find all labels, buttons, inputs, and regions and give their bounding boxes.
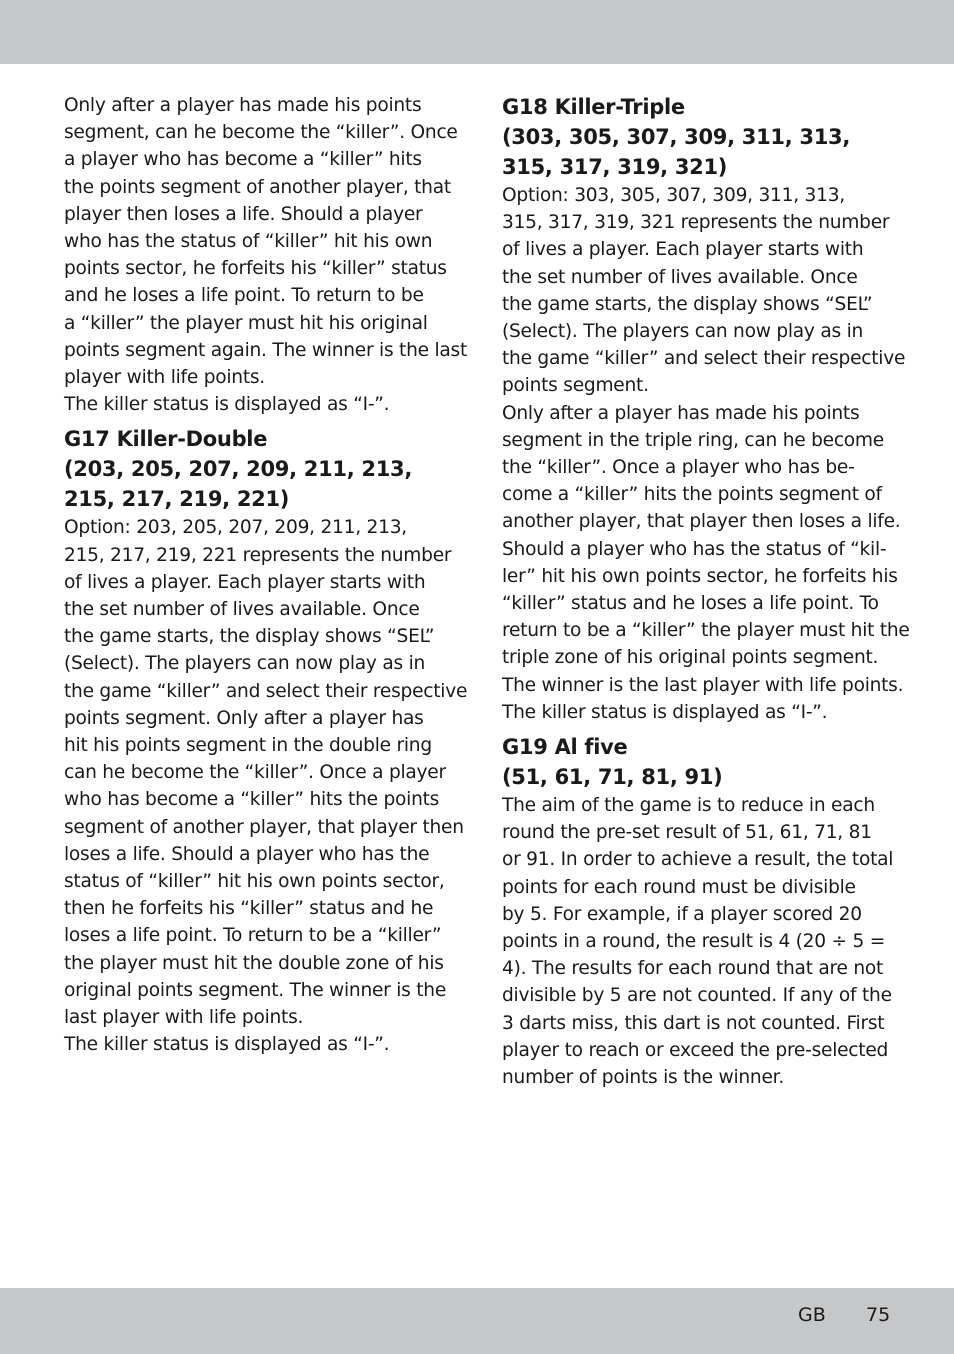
text-line: 215, 217, 219, 221 represents the number [64,544,452,566]
text-line: The killer status is displayed as “I-”. [502,701,828,723]
heading-line: G18 Killer-Triple [502,95,685,119]
text-line: Option: 203, 205, 207, 209, 211, 213, [64,517,407,539]
text-line: the set number of lives available. Once [64,599,420,621]
text-line: the points segment of another player, that [64,176,451,198]
text-line: Only after a player has made his points [64,95,422,116]
text-line: loses a life. Should a player who has the [64,843,430,865]
intro-paragraph [64,92,468,418]
text-line: of lives a player. Each player starts with [64,571,426,593]
text-line: the player must hit the double zone of his [64,952,444,974]
g17-heading [64,424,456,514]
text-line: points in a round, the result is 4 (20 ÷ 5 = [502,931,886,953]
text-line: who has the status of “killer” hit his own [64,231,433,253]
text-line: Should a player who has the status of “kil- [502,538,887,560]
text-line: hit his points segment in the double ring [64,735,432,757]
text-line: a player who has become a “killer” hits [64,149,422,171]
text-line: or 91. In order to achieve a result, the total [502,849,894,871]
text-line: the “killer”. Once a player who has be- [502,457,855,479]
text-line: segment, can he become the “killer”. Once [64,122,458,144]
text-line: who has become a “killer” hits the points [64,789,440,811]
text-line: round the pre-set result of 51, 61, 71, 81 [502,822,872,844]
text-line: points segment again. The winner is the last [64,339,468,361]
text-line: Only after a player has made his points [502,402,860,424]
text-line: Option: 303, 305, 307, 309, 311, 313, [502,185,845,206]
text-line: another player, that player then loses a life. [502,511,901,533]
text-line: the game “killer” and select their respective [64,680,468,702]
text-line: the set number of lives available. Once [502,266,858,288]
g18-body [502,182,910,726]
text-line: (Select). The players can now play as in [64,653,426,675]
text-line: points segment. [502,375,649,397]
page-number: 75 [866,1304,891,1326]
g17-body [64,514,468,1058]
heading-line: 215, 217, 219, 221) [64,487,290,512]
text-line: The killer status is displayed as “I-”. [64,1034,390,1056]
text-line: divisible by 5 are not counted. If any of the [502,985,892,1007]
text-line: segment in the triple ring, can he become [502,429,884,451]
text-line: a “killer” the player must hit his original [64,312,428,334]
heading-line: (303, 305, 307, 309, 311, 313, [502,125,851,149]
text-line: The killer status is displayed as “I-”. [64,394,390,416]
text-line: return to be a “killer” the player must hit the [502,620,910,642]
left-column [64,92,468,1059]
text-line: original points segment. The winner is the [64,979,447,1001]
text-line: last player with life points. [64,1007,304,1029]
text-line: player then loses a life. Should a player [64,203,423,225]
text-line: points segment. Only after a player has [64,707,424,729]
text-line: “killer” status and he loses a life point. To [502,593,879,615]
header-bar [0,0,954,64]
text-line: of lives a player. Each player starts with [502,239,864,261]
text-line: the game starts, the display shows “SEL” [502,293,873,315]
text-line: number of points is the winner. [502,1067,784,1089]
text-line: loses a life point. To return to be a “killer” [64,925,442,947]
text-line: The winner is the last player with life points. [502,674,904,696]
text-line: 4). The results for each round that are not [502,958,884,980]
text-line: points sector, he forfeits his “killer” status [64,258,447,280]
text-line: points for each round must be divisible [502,876,856,898]
text-line: 315, 317, 319, 321 represents the number [502,212,890,234]
text-line: (Select). The players can now play as in [502,321,864,343]
right-column [502,92,910,1091]
text-line: then he forfeits his “killer” status and he [64,898,434,920]
text-line: and he loses a life point. To return to be [64,285,424,307]
heading-line: G17 Killer-Double [64,427,268,452]
text-line: segment of another player, that player then [64,816,464,838]
text-line: the game “killer” and select their respective [502,348,906,370]
text-line: ler” hit his own points sector, he forfeits his [502,565,898,587]
heading-line: (203, 205, 207, 209, 211, 213, [64,457,413,482]
g19-body [502,792,894,1091]
heading-line: G19 Al five [502,735,628,760]
text-line: come a “killer” hits the points segment of [502,484,882,506]
text-line: by 5. For example, if a player scored 20 [502,903,862,925]
text-line: player with life points. [64,367,265,389]
heading-line: (51, 61, 71, 81, 91) [502,765,723,790]
text-line: the game starts, the display shows “SEL” [64,626,435,648]
text-line: triple zone of his original points segment. [502,647,879,669]
footer-language-code: GB [798,1304,826,1326]
text-line: The aim of the game is to reduce in each [502,795,875,817]
text-line: player to reach or exceed the pre-selected [502,1039,889,1061]
g18-heading [502,92,894,182]
heading-line: 315, 317, 319, 321) [502,155,728,179]
g19-heading [502,732,894,792]
text-line: can he become the “killer”. Once a player [64,762,446,784]
text-line: status of “killer” hit his own points sector, [64,871,445,893]
text-line: 3 darts miss, this dart is not counted. First [502,1012,885,1034]
